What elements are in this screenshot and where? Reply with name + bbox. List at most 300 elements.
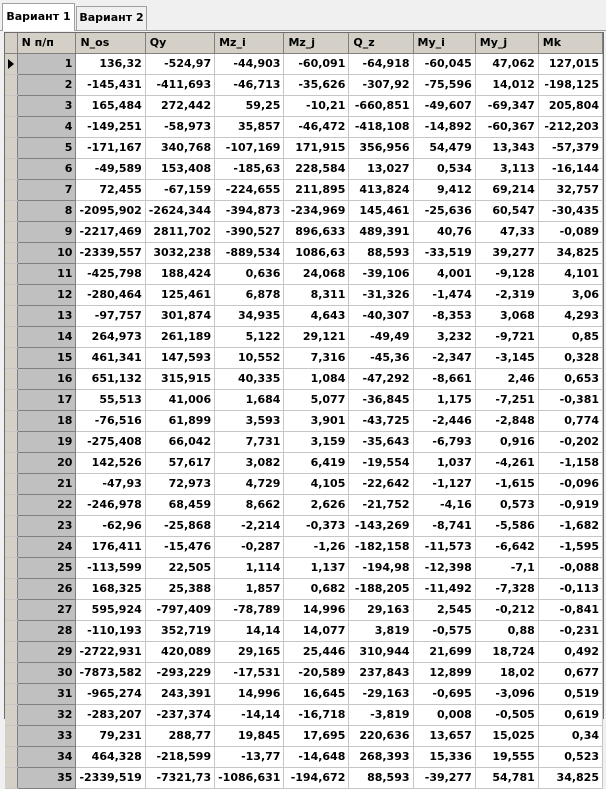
table-cell[interactable]: -39,277 xyxy=(413,767,475,788)
table-cell[interactable]: -8,353 xyxy=(413,305,475,326)
table-cell[interactable]: 32,757 xyxy=(538,179,602,200)
table-cell[interactable]: 301,874 xyxy=(145,305,214,326)
row-number-cell[interactable]: 31 xyxy=(17,683,76,704)
results-grid[interactable] xyxy=(4,32,604,784)
table-row[interactable] xyxy=(5,578,603,599)
column-header-mk[interactable]: Mk xyxy=(538,33,602,53)
row-indicator[interactable] xyxy=(5,368,17,389)
row-indicator[interactable] xyxy=(5,725,17,746)
table-row[interactable] xyxy=(5,767,603,788)
table-cell[interactable]: 88,593 xyxy=(349,242,413,263)
table-cell[interactable]: 18,02 xyxy=(475,662,538,683)
table-cell[interactable]: -1086,631 xyxy=(215,767,284,788)
column-header-n-os[interactable]: N_os xyxy=(76,33,145,53)
table-cell[interactable]: -49,589 xyxy=(76,158,145,179)
table-row[interactable] xyxy=(5,263,603,284)
table-cell[interactable]: 29,121 xyxy=(284,326,349,347)
table-cell[interactable]: -78,789 xyxy=(215,599,284,620)
table-cell[interactable]: -1,682 xyxy=(538,515,602,536)
table-row[interactable] xyxy=(5,95,603,116)
table-cell[interactable]: -0,695 xyxy=(413,683,475,704)
row-indicator[interactable] xyxy=(5,746,17,767)
table-cell[interactable]: 0,653 xyxy=(538,368,602,389)
row-number-cell[interactable]: 5 xyxy=(17,137,76,158)
table-cell[interactable]: -3,145 xyxy=(475,347,538,368)
table-cell[interactable]: -0,089 xyxy=(538,221,602,242)
table-cell[interactable]: -218,599 xyxy=(145,746,214,767)
table-cell[interactable]: 79,231 xyxy=(76,725,145,746)
table-cell[interactable]: -60,367 xyxy=(475,116,538,137)
row-indicator[interactable] xyxy=(5,389,17,410)
table-row[interactable] xyxy=(5,515,603,536)
table-cell[interactable]: 0,85 xyxy=(538,326,602,347)
table-row[interactable] xyxy=(5,347,603,368)
row-indicator[interactable] xyxy=(5,704,17,725)
table-cell[interactable]: 489,391 xyxy=(349,221,413,242)
table-cell[interactable]: -44,903 xyxy=(215,53,284,74)
row-indicator[interactable] xyxy=(5,305,17,326)
table-row[interactable] xyxy=(5,242,603,263)
row-indicator[interactable] xyxy=(5,410,17,431)
table-cell[interactable]: 2,46 xyxy=(475,368,538,389)
column-header-qy[interactable]: Qy xyxy=(145,33,214,53)
table-cell[interactable]: -3,819 xyxy=(349,704,413,725)
table-cell[interactable]: -0,088 xyxy=(538,557,602,578)
table-cell[interactable]: -0,381 xyxy=(538,389,602,410)
table-cell[interactable]: -2722,931 xyxy=(76,641,145,662)
table-cell[interactable]: 420,089 xyxy=(145,641,214,662)
table-cell[interactable]: -58,973 xyxy=(145,116,214,137)
row-indicator[interactable] xyxy=(5,473,17,494)
row-indicator[interactable] xyxy=(5,347,17,368)
table-cell[interactable]: -212,203 xyxy=(538,116,602,137)
table-cell[interactable]: -1,474 xyxy=(413,284,475,305)
row-indicator[interactable] xyxy=(5,137,17,158)
table-cell[interactable]: 1,857 xyxy=(215,578,284,599)
table-cell[interactable]: 3,113 xyxy=(475,158,538,179)
table-cell[interactable]: -4,16 xyxy=(413,494,475,515)
table-cell[interactable]: 13,657 xyxy=(413,725,475,746)
table-cell[interactable]: -8,661 xyxy=(413,368,475,389)
table-row[interactable] xyxy=(5,326,603,347)
table-cell[interactable]: -0,287 xyxy=(215,536,284,557)
table-cell[interactable]: -62,96 xyxy=(76,515,145,536)
row-number-cell[interactable]: 25 xyxy=(17,557,76,578)
table-cell[interactable]: 243,391 xyxy=(145,683,214,704)
table-cell[interactable]: 268,393 xyxy=(349,746,413,767)
table-cell[interactable]: -188,205 xyxy=(349,578,413,599)
table-cell[interactable]: 1,684 xyxy=(215,389,284,410)
row-number-cell[interactable]: 14 xyxy=(17,326,76,347)
row-indicator[interactable] xyxy=(5,221,17,242)
table-cell[interactable]: 171,915 xyxy=(284,137,349,158)
table-cell[interactable]: 19,845 xyxy=(215,725,284,746)
row-number-cell[interactable]: 29 xyxy=(17,641,76,662)
row-number-cell[interactable]: 24 xyxy=(17,536,76,557)
table-cell[interactable]: 0,636 xyxy=(215,263,284,284)
table-cell[interactable]: -107,169 xyxy=(215,137,284,158)
table-cell[interactable]: -14,892 xyxy=(413,116,475,137)
table-cell[interactable]: 35,857 xyxy=(215,116,284,137)
table-cell[interactable]: -275,408 xyxy=(76,431,145,452)
table-cell[interactable]: 464,328 xyxy=(76,746,145,767)
table-cell[interactable]: -0,841 xyxy=(538,599,602,620)
table-cell[interactable]: 14,012 xyxy=(475,74,538,95)
table-row[interactable] xyxy=(5,284,603,305)
table-cell[interactable]: 3,819 xyxy=(349,620,413,641)
row-number-cell[interactable]: 4 xyxy=(17,116,76,137)
table-cell[interactable]: -194,98 xyxy=(349,557,413,578)
table-cell[interactable]: -9,128 xyxy=(475,263,538,284)
table-cell[interactable]: -14,14 xyxy=(215,704,284,725)
column-header-q-z[interactable]: Q_z xyxy=(349,33,413,53)
table-cell[interactable]: 34,935 xyxy=(215,305,284,326)
table-cell[interactable]: -280,464 xyxy=(76,284,145,305)
table-cell[interactable]: -31,326 xyxy=(349,284,413,305)
table-cell[interactable]: -234,969 xyxy=(284,200,349,221)
table-cell[interactable]: 1,175 xyxy=(413,389,475,410)
table-cell[interactable]: 315,915 xyxy=(145,368,214,389)
table-cell[interactable]: -9,721 xyxy=(475,326,538,347)
row-indicator[interactable] xyxy=(5,158,17,179)
table-cell[interactable]: 356,956 xyxy=(349,137,413,158)
row-number-cell[interactable]: 35 xyxy=(17,767,76,788)
table-cell[interactable]: -47,292 xyxy=(349,368,413,389)
table-cell[interactable]: -29,163 xyxy=(349,683,413,704)
table-cell[interactable]: 10,552 xyxy=(215,347,284,368)
row-indicator[interactable] xyxy=(5,326,17,347)
table-row[interactable] xyxy=(5,746,603,767)
table-cell[interactable]: -293,229 xyxy=(145,662,214,683)
table-row[interactable] xyxy=(5,53,603,74)
table-cell[interactable]: 59,25 xyxy=(215,95,284,116)
row-indicator[interactable] xyxy=(5,767,17,788)
table-cell[interactable]: -1,615 xyxy=(475,473,538,494)
table-row[interactable] xyxy=(5,725,603,746)
table-cell[interactable]: 5,122 xyxy=(215,326,284,347)
row-indicator[interactable] xyxy=(5,515,17,536)
table-cell[interactable]: 3,159 xyxy=(284,431,349,452)
table-cell[interactable]: -13,77 xyxy=(215,746,284,767)
table-cell[interactable]: -149,251 xyxy=(76,116,145,137)
table-cell[interactable]: 0,328 xyxy=(538,347,602,368)
table-row[interactable] xyxy=(5,704,603,725)
table-row[interactable] xyxy=(5,620,603,641)
table-cell[interactable]: 896,633 xyxy=(284,221,349,242)
table-cell[interactable]: 72,455 xyxy=(76,179,145,200)
table-cell[interactable]: 1,114 xyxy=(215,557,284,578)
table-cell[interactable]: 69,214 xyxy=(475,179,538,200)
row-number-cell[interactable]: 21 xyxy=(17,473,76,494)
table-cell[interactable]: -307,92 xyxy=(349,74,413,95)
row-indicator[interactable] xyxy=(5,431,17,452)
table-cell[interactable]: -75,596 xyxy=(413,74,475,95)
table-cell[interactable]: 3,06 xyxy=(538,284,602,305)
table-cell[interactable]: -418,108 xyxy=(349,116,413,137)
table-cell[interactable]: 66,042 xyxy=(145,431,214,452)
table-cell[interactable]: -8,741 xyxy=(413,515,475,536)
table-cell[interactable]: 88,593 xyxy=(349,767,413,788)
table-cell[interactable]: 47,33 xyxy=(475,221,538,242)
table-cell[interactable]: 17,695 xyxy=(284,725,349,746)
row-number-cell[interactable]: 13 xyxy=(17,305,76,326)
table-cell[interactable]: -46,472 xyxy=(284,116,349,137)
row-indicator[interactable] xyxy=(5,242,17,263)
table-cell[interactable]: 205,804 xyxy=(538,95,602,116)
table-row[interactable] xyxy=(5,116,603,137)
table-cell[interactable]: -67,159 xyxy=(145,179,214,200)
table-cell[interactable]: -3,096 xyxy=(475,683,538,704)
table-cell[interactable]: 3,068 xyxy=(475,305,538,326)
row-number-cell[interactable]: 27 xyxy=(17,599,76,620)
table-cell[interactable]: -21,752 xyxy=(349,494,413,515)
table-cell[interactable]: 1,137 xyxy=(284,557,349,578)
table-cell[interactable]: 2,626 xyxy=(284,494,349,515)
table-cell[interactable]: -16,144 xyxy=(538,158,602,179)
table-cell[interactable]: -1,26 xyxy=(284,536,349,557)
table-cell[interactable]: -283,207 xyxy=(76,704,145,725)
table-cell[interactable]: -113,599 xyxy=(76,557,145,578)
table-cell[interactable]: 0,519 xyxy=(538,683,602,704)
table-cell[interactable]: 413,824 xyxy=(349,179,413,200)
table-cell[interactable]: -14,648 xyxy=(284,746,349,767)
table-cell[interactable]: -10,21 xyxy=(284,95,349,116)
row-number-cell[interactable]: 8 xyxy=(17,200,76,221)
table-cell[interactable]: -7,1 xyxy=(475,557,538,578)
table-cell[interactable]: -7,328 xyxy=(475,578,538,599)
table-cell[interactable]: -143,269 xyxy=(349,515,413,536)
table-cell[interactable]: 127,015 xyxy=(538,53,602,74)
row-indicator[interactable] xyxy=(5,179,17,200)
table-row[interactable] xyxy=(5,179,603,200)
table-cell[interactable]: 19,555 xyxy=(475,746,538,767)
table-cell[interactable]: -0,575 xyxy=(413,620,475,641)
row-number-cell[interactable]: 6 xyxy=(17,158,76,179)
row-indicator[interactable] xyxy=(5,536,17,557)
table-cell[interactable]: -12,398 xyxy=(413,557,475,578)
row-number-cell[interactable]: 1 xyxy=(17,53,76,74)
table-cell[interactable]: 39,277 xyxy=(475,242,538,263)
table-cell[interactable]: 0,916 xyxy=(475,431,538,452)
table-cell[interactable]: -57,379 xyxy=(538,137,602,158)
table-cell[interactable]: -11,492 xyxy=(413,578,475,599)
table-cell[interactable]: -1,127 xyxy=(413,473,475,494)
row-indicator[interactable] xyxy=(5,620,17,641)
table-cell[interactable]: 7,731 xyxy=(215,431,284,452)
row-indicator[interactable] xyxy=(5,95,17,116)
row-number-cell[interactable]: 12 xyxy=(17,284,76,305)
table-cell[interactable]: 13,343 xyxy=(475,137,538,158)
row-number-cell[interactable]: 17 xyxy=(17,389,76,410)
table-cell[interactable]: -7873,582 xyxy=(76,662,145,683)
table-cell[interactable]: 12,899 xyxy=(413,662,475,683)
row-number-cell[interactable]: 3 xyxy=(17,95,76,116)
table-cell[interactable]: 8,311 xyxy=(284,284,349,305)
table-cell[interactable]: -224,655 xyxy=(215,179,284,200)
table-cell[interactable]: 6,419 xyxy=(284,452,349,473)
table-cell[interactable]: 145,461 xyxy=(349,200,413,221)
table-cell[interactable]: 68,459 xyxy=(145,494,214,515)
table-cell[interactable]: 165,484 xyxy=(76,95,145,116)
table-cell[interactable]: 14,996 xyxy=(215,683,284,704)
table-cell[interactable]: -16,718 xyxy=(284,704,349,725)
table-cell[interactable]: -0,096 xyxy=(538,473,602,494)
row-indicator[interactable] xyxy=(5,263,17,284)
row-number-cell[interactable]: 20 xyxy=(17,452,76,473)
table-cell[interactable]: -0,919 xyxy=(538,494,602,515)
table-row[interactable] xyxy=(5,641,603,662)
table-row[interactable] xyxy=(5,557,603,578)
table-cell[interactable]: 0,88 xyxy=(475,620,538,641)
table-cell[interactable]: 7,316 xyxy=(284,347,349,368)
table-cell[interactable]: -6,793 xyxy=(413,431,475,452)
table-row[interactable] xyxy=(5,305,603,326)
row-number-cell[interactable]: 34 xyxy=(17,746,76,767)
table-cell[interactable]: -0,113 xyxy=(538,578,602,599)
table-cell[interactable]: 188,424 xyxy=(145,263,214,284)
tab-variant-1[interactable]: Вариант 1 xyxy=(2,3,75,31)
table-cell[interactable]: -15,476 xyxy=(145,536,214,557)
row-indicator[interactable] xyxy=(5,641,17,662)
table-cell[interactable]: -69,347 xyxy=(475,95,538,116)
table-cell[interactable]: 18,724 xyxy=(475,641,538,662)
table-cell[interactable]: -0,231 xyxy=(538,620,602,641)
table-cell[interactable]: -2,214 xyxy=(215,515,284,536)
table-cell[interactable]: -6,642 xyxy=(475,536,538,557)
table-cell[interactable]: 0,573 xyxy=(475,494,538,515)
table-cell[interactable]: -30,435 xyxy=(538,200,602,221)
table-row[interactable] xyxy=(5,599,603,620)
table-row[interactable] xyxy=(5,410,603,431)
table-cell[interactable]: -0,202 xyxy=(538,431,602,452)
table-cell[interactable]: 0,492 xyxy=(538,641,602,662)
table-cell[interactable]: 4,001 xyxy=(413,263,475,284)
row-number-cell[interactable]: 16 xyxy=(17,368,76,389)
row-indicator[interactable] xyxy=(5,53,17,74)
table-cell[interactable]: 272,442 xyxy=(145,95,214,116)
table-cell[interactable]: -2,848 xyxy=(475,410,538,431)
table-cell[interactable]: -524,97 xyxy=(145,53,214,74)
table-cell[interactable]: 3,232 xyxy=(413,326,475,347)
table-cell[interactable]: -2,347 xyxy=(413,347,475,368)
row-number-cell[interactable]: 22 xyxy=(17,494,76,515)
table-row[interactable] xyxy=(5,536,603,557)
row-number-cell[interactable]: 30 xyxy=(17,662,76,683)
row-indicator[interactable] xyxy=(5,284,17,305)
table-cell[interactable]: 41,006 xyxy=(145,389,214,410)
table-cell[interactable]: -64,918 xyxy=(349,53,413,74)
table-cell[interactable]: 6,878 xyxy=(215,284,284,305)
table-cell[interactable]: -0,212 xyxy=(475,599,538,620)
table-cell[interactable]: -2217,469 xyxy=(76,221,145,242)
table-cell[interactable]: -19,554 xyxy=(349,452,413,473)
table-cell[interactable]: 3,901 xyxy=(284,410,349,431)
table-cell[interactable]: 4,105 xyxy=(284,473,349,494)
table-row[interactable] xyxy=(5,494,603,515)
table-cell[interactable]: -185,63 xyxy=(215,158,284,179)
table-cell[interactable]: -5,586 xyxy=(475,515,538,536)
table-cell[interactable]: -2624,344 xyxy=(145,200,214,221)
row-indicator[interactable] xyxy=(5,599,17,620)
row-indicator[interactable] xyxy=(5,200,17,221)
table-cell[interactable]: 9,412 xyxy=(413,179,475,200)
table-row[interactable] xyxy=(5,683,603,704)
table-cell[interactable]: 142,526 xyxy=(76,452,145,473)
table-cell[interactable]: 136,32 xyxy=(76,53,145,74)
table-cell[interactable]: 1,037 xyxy=(413,452,475,473)
table-cell[interactable]: 0,682 xyxy=(284,578,349,599)
table-cell[interactable]: 15,336 xyxy=(413,746,475,767)
row-number-cell[interactable]: 23 xyxy=(17,515,76,536)
row-indicator[interactable] xyxy=(5,557,17,578)
table-cell[interactable]: -171,167 xyxy=(76,137,145,158)
row-number-cell[interactable]: 33 xyxy=(17,725,76,746)
table-cell[interactable]: 5,077 xyxy=(284,389,349,410)
row-indicator[interactable] xyxy=(5,452,17,473)
table-cell[interactable]: -46,713 xyxy=(215,74,284,95)
table-cell[interactable]: -25,868 xyxy=(145,515,214,536)
table-cell[interactable]: 14,077 xyxy=(284,620,349,641)
table-cell[interactable]: -49,607 xyxy=(413,95,475,116)
table-cell[interactable]: -33,519 xyxy=(413,242,475,263)
table-row[interactable] xyxy=(5,473,603,494)
table-row[interactable] xyxy=(5,662,603,683)
table-cell[interactable]: 34,825 xyxy=(538,242,602,263)
table-cell[interactable]: 228,584 xyxy=(284,158,349,179)
table-cell[interactable]: -7,251 xyxy=(475,389,538,410)
column-header-n[interactable]: N п/п xyxy=(17,33,76,53)
table-cell[interactable]: 22,505 xyxy=(145,557,214,578)
row-indicator[interactable] xyxy=(5,74,17,95)
table-cell[interactable]: -60,045 xyxy=(413,53,475,74)
row-number-cell[interactable]: 10 xyxy=(17,242,76,263)
row-number-cell[interactable]: 2 xyxy=(17,74,76,95)
table-cell[interactable]: 29,165 xyxy=(215,641,284,662)
table-cell[interactable]: 4,101 xyxy=(538,263,602,284)
table-row[interactable] xyxy=(5,137,603,158)
table-cell[interactable]: -394,873 xyxy=(215,200,284,221)
table-cell[interactable]: 0,774 xyxy=(538,410,602,431)
table-cell[interactable]: 14,996 xyxy=(284,599,349,620)
row-indicator[interactable] xyxy=(5,116,17,137)
table-cell[interactable]: -110,193 xyxy=(76,620,145,641)
table-cell[interactable]: -390,527 xyxy=(215,221,284,242)
table-cell[interactable]: -20,589 xyxy=(284,662,349,683)
column-header-my-j[interactable]: My_j xyxy=(475,33,538,53)
table-cell[interactable]: -35,626 xyxy=(284,74,349,95)
table-cell[interactable]: -17,531 xyxy=(215,662,284,683)
table-cell[interactable]: -40,307 xyxy=(349,305,413,326)
table-cell[interactable]: 4,293 xyxy=(538,305,602,326)
table-cell[interactable]: 54,781 xyxy=(475,767,538,788)
table-cell[interactable]: -182,158 xyxy=(349,536,413,557)
table-cell[interactable]: -7321,73 xyxy=(145,767,214,788)
table-cell[interactable]: 595,924 xyxy=(76,599,145,620)
table-cell[interactable]: 651,132 xyxy=(76,368,145,389)
table-cell[interactable]: 4,729 xyxy=(215,473,284,494)
table-cell[interactable]: 2811,702 xyxy=(145,221,214,242)
table-cell[interactable]: 34,825 xyxy=(538,767,602,788)
table-cell[interactable]: -45,36 xyxy=(349,347,413,368)
table-cell[interactable]: 220,636 xyxy=(349,725,413,746)
table-cell[interactable]: -145,431 xyxy=(76,74,145,95)
table-cell[interactable]: 57,617 xyxy=(145,452,214,473)
table-cell[interactable]: -47,93 xyxy=(76,473,145,494)
table-cell[interactable]: 40,335 xyxy=(215,368,284,389)
table-cell[interactable]: 461,341 xyxy=(76,347,145,368)
table-cell[interactable]: -4,261 xyxy=(475,452,538,473)
row-number-cell[interactable]: 18 xyxy=(17,410,76,431)
